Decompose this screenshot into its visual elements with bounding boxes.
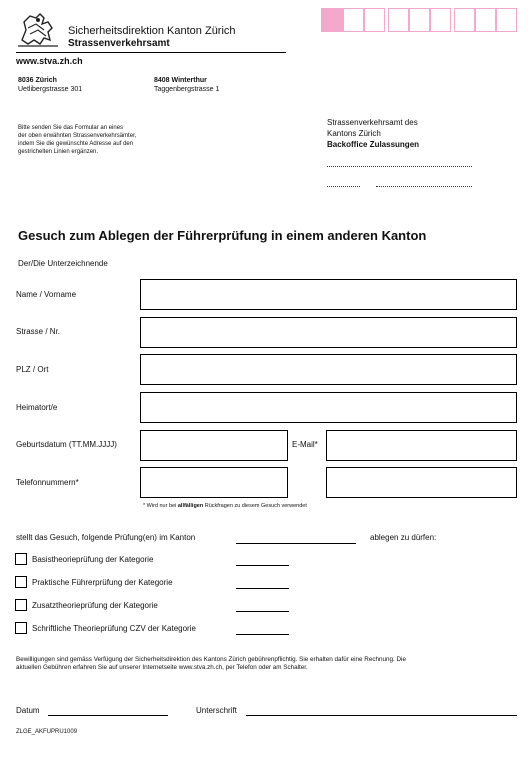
- address-dotted-line[interactable]: [327, 166, 472, 167]
- fee-notice-line: aktuellen Gebühren erfahren Sie auf unserer Internetseite www.stva.zh.ch, per Telefon oder am Schalter.: [16, 664, 308, 671]
- stamp-cell: [409, 8, 430, 32]
- option-checkbox-basistheorie[interactable]: [15, 553, 27, 565]
- option-label-basistheorie: Basistheorieprüfung der Kategorie: [32, 555, 154, 564]
- plz-label: PLZ / Ort: [16, 365, 49, 374]
- option-label-czv: Schriftliche Theorieprüfung CZV der Kategorie: [32, 624, 196, 633]
- date-label: Datum: [16, 706, 40, 715]
- stamp-cell: [364, 8, 385, 32]
- heimatort-input[interactable]: [140, 392, 517, 423]
- stamp-cell: [454, 8, 475, 32]
- signature-input-line[interactable]: [246, 715, 517, 716]
- stamp-cell: [321, 8, 343, 32]
- option-label-zusatztheorie: Zusatztheorieprüfung der Kategorie: [32, 601, 158, 610]
- request-text: stellt das Gesuch, folgende Prüfung(en) im Kanton: [16, 533, 196, 542]
- stamp-cell: [343, 8, 364, 32]
- heimatort-label: Heimatort/e: [16, 403, 58, 412]
- date-input-line[interactable]: [48, 715, 168, 716]
- website-link[interactable]: www.stva.zh.ch: [16, 56, 83, 66]
- footnote-bold: allfälligen: [177, 503, 204, 509]
- address-winterthur-city: 8408 Winterthur: [154, 77, 207, 84]
- address-dotted-line-city[interactable]: [376, 186, 472, 187]
- instructions-line: indem Sie die gewünschte Adresse auf den: [18, 141, 134, 147]
- zurich-lion-coat-of-arms-icon: [16, 10, 60, 48]
- request-suffix: ablegen zu dürfen:: [370, 533, 437, 542]
- header-rule: [16, 52, 286, 53]
- fee-notice-line: Bewilligungen sind gemäss Verfügung der Sicherheitsdirektion des Kantons Zürich gebührenpflichtig. Sie erhalten dafür eine Rechnung. Die: [16, 656, 406, 663]
- address-winterthur-street: Taggenbergstrasse 1: [154, 86, 220, 93]
- birthdate-label: Geburtsdatum (TT.MM.JJJJ): [16, 440, 117, 449]
- street-input[interactable]: [140, 317, 517, 348]
- office-name: Strassenverkehrsamt: [68, 38, 170, 49]
- authority-name: Sicherheitsdirektion Kanton Zürich: [68, 25, 236, 37]
- phone-input-2[interactable]: [326, 467, 517, 498]
- instructions-line: der oben erwähnten Strassenverkehrsämter,: [18, 133, 137, 139]
- category-line-praktische[interactable]: [236, 588, 289, 589]
- phone-input-1[interactable]: [140, 467, 288, 498]
- category-line-czv[interactable]: [236, 634, 289, 635]
- stamp-cell: [496, 8, 517, 32]
- address-zurich-street: Uetlibergstrasse 301: [18, 86, 83, 93]
- address-zurich-city: 8036 Zürich: [18, 77, 57, 84]
- recipient-line1: Strassenverkehrsamt des: [327, 118, 418, 127]
- form-intro: Der/Die Unterzeichnende: [18, 259, 108, 268]
- name-label: Name / Vorname: [16, 290, 77, 299]
- instructions-line: gestrichelten Linien ergänzen.: [18, 149, 99, 155]
- option-checkbox-zusatztheorie[interactable]: [15, 599, 27, 611]
- form-code: ZLGE_AKFUPRU1009: [16, 729, 78, 735]
- stamp-cell: [388, 8, 409, 32]
- birthdate-input[interactable]: [140, 430, 288, 461]
- canton-input-line[interactable]: [236, 543, 356, 544]
- signature-label: Unterschrift: [196, 706, 237, 715]
- recipient-line2: Kantons Zürich: [327, 129, 381, 138]
- plz-input[interactable]: [140, 354, 517, 385]
- email-label: E-Mail*: [292, 440, 318, 449]
- category-line-basistheorie[interactable]: [236, 565, 289, 566]
- instructions-line: Bitte senden Sie das Formular an eines: [18, 125, 124, 131]
- option-checkbox-praktische[interactable]: [15, 576, 27, 588]
- name-input[interactable]: [140, 279, 517, 310]
- category-line-zusatztheorie[interactable]: [236, 611, 289, 612]
- option-checkbox-czv[interactable]: [15, 622, 27, 634]
- stamp-cell: [430, 8, 451, 32]
- email-input[interactable]: [326, 430, 517, 461]
- phone-label: Telefonnummern*: [16, 478, 79, 487]
- street-label: Strasse / Nr.: [16, 327, 61, 336]
- phone-footnote: [143, 503, 307, 510]
- form-title: Gesuch zum Ablegen der Führerprüfung in einem anderen Kanton: [18, 228, 427, 243]
- footnote-pre: * Wird nur bei: [143, 503, 178, 509]
- stamp-cell: [475, 8, 496, 32]
- footnote-post: Rückfragen zu diesem Gesuch verwendet: [203, 503, 307, 509]
- address-dotted-line-plz[interactable]: [327, 186, 360, 187]
- option-label-praktische: Praktische Führerprüfung der Kategorie: [32, 578, 173, 587]
- recipient-line3: Backoffice Zulassungen: [327, 140, 420, 149]
